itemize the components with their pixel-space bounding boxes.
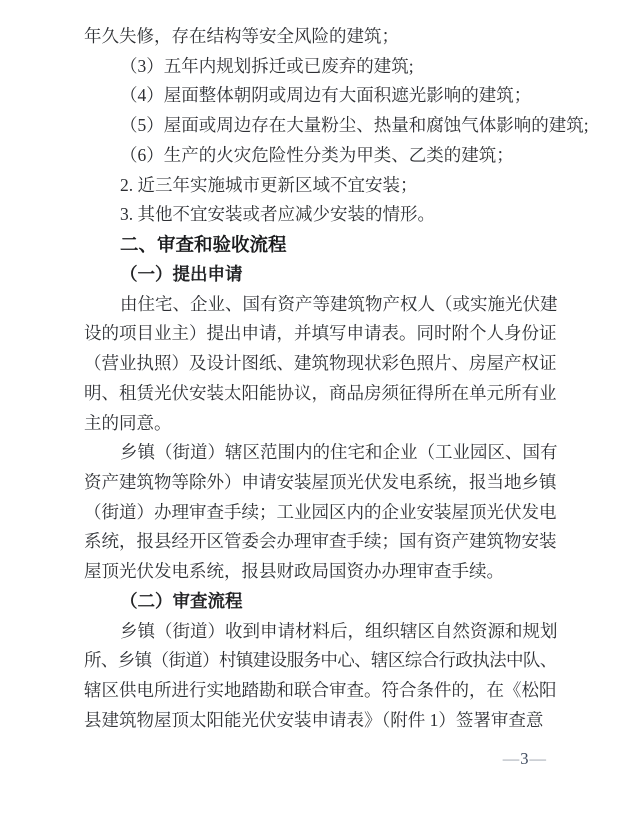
page-number [0,748,546,770]
subsection-heading: （一）提出申请 [120,263,243,284]
page-number-dash-left: — [502,749,520,768]
list-item: （6）生产的火灾危险性分类为甲类、乙类的建筑； [120,144,514,165]
list-item: （5）屋面或周边存在大量粉尘、热量和腐蚀气体影响的建筑; [120,115,589,136]
body-line: 由住宅、企业、国有资产等建筑物产权人（或实施光伏建 [120,293,558,314]
subsection-heading: （二）审查流程 [120,590,243,611]
body-line: 辖区供电所进行实地踏勘和联合审查。符合条件的，在《松阳 [84,680,557,701]
body-line: 系统，报县经开区管委会办理审查手续；国有资产建筑物安装 [84,531,557,552]
body-line: 乡镇（街道）收到申请材料后，组织辖区自然资源和规划 [120,620,558,641]
section-heading: 二、审查和验收流程 [120,234,287,256]
list-item: （3）五年内规划拆迁或已废弃的建筑; [120,55,414,76]
list-item: 2. 近三年实施城市更新区域不宜安装； [120,174,418,195]
body-line: 主的同意。 [84,412,172,433]
body-line: 明、租赁光伏安装太阳能协议，商品房须征得所在单元所有业 [84,382,557,403]
body-line: （街道）办理审查手续；工业园区内的企业安装屋顶光伏发电 [84,501,557,522]
body-line: 县建筑物屋顶太阳能光伏安装申请表》（附件 1）签署审查意 [84,709,544,730]
list-item: （4）屋面整体朝阴或周边有大面积遮光影响的建筑； [120,85,532,106]
page-number-dash-right: — [529,749,546,768]
body-line: 乡镇（街道）辖区范围内的住宅和企业（工业园区、国有 [120,442,558,463]
body-line: 资产建筑物等除外）申请安装屋顶光伏发电系统，报当地乡镇 [84,472,557,493]
body-line: 年久失修，存在结构等安全风险的建筑； [84,26,399,46]
body-line: 屋顶光伏发电系统，报县财政局国资办办理审查手续。 [84,561,504,582]
page-number-value: 3 [520,749,529,768]
body-line: 设的项目业主）提出申请，并填写申请表。同时附个人身份证 [84,323,557,344]
body-line: （营业执照）及设计图纸、建筑物现状彩色照片、房屋产权证 [84,353,557,374]
list-item: 3. 其他不宜安装或者应减少安装的情形。 [120,204,435,225]
document-body [84,22,589,736]
body-line: 所、乡镇（街道）村镇建设服务中心、辖区综合行政执法中队、 [84,650,557,671]
